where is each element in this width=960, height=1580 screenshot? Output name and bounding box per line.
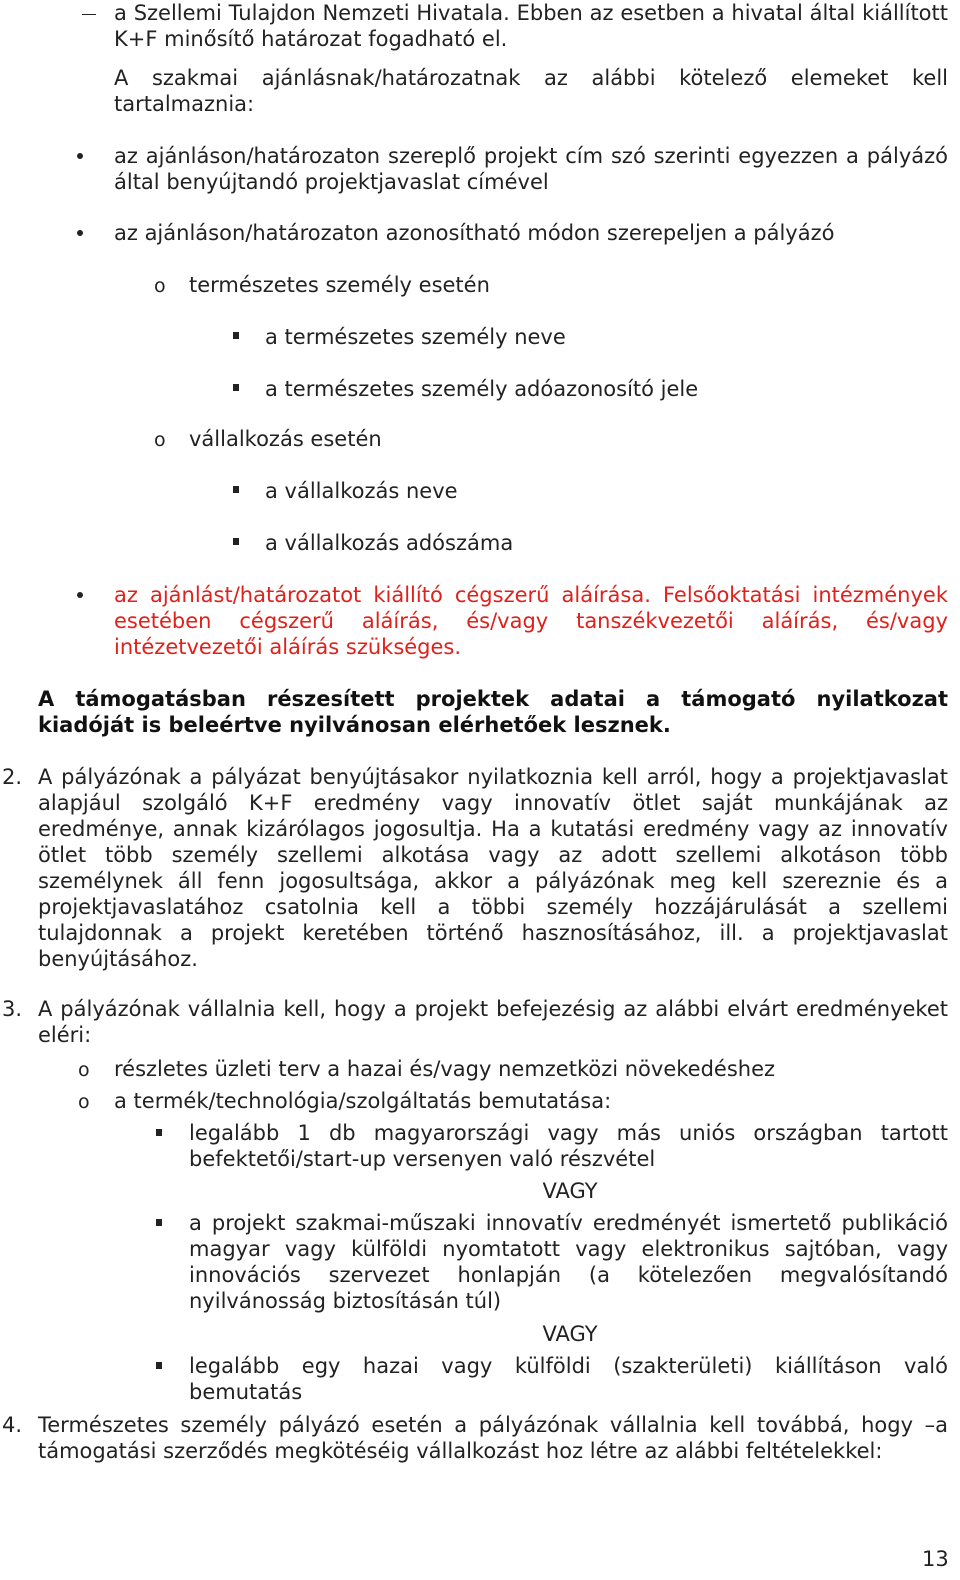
sub-natural-person: természetes személy esetén bbox=[189, 273, 490, 297]
item-4-number: 4. bbox=[2, 1413, 23, 1437]
item-3-exhibition: legalább egy hazai vagy külföldi (szakterületi) kiállításon való bemutatás bbox=[189, 1354, 948, 1404]
item-3-presentation: a termék/technológia/szolgáltatás bemutatása: bbox=[114, 1089, 612, 1113]
circle-marker: o bbox=[78, 1059, 90, 1081]
square-marker bbox=[233, 538, 239, 545]
page-number: 13 bbox=[922, 1547, 949, 1571]
bullet-applicant-id: az ajánláson/határozaton azonosítható módon szerepeljen a pályázó bbox=[114, 221, 835, 245]
circle-marker: o bbox=[154, 429, 166, 451]
item-3-paragraph: A pályázónak vállalnia kell, hogy a projekt befejezésig az alábbi elvárt eredményeket eléri: bbox=[38, 997, 948, 1047]
square-marker bbox=[233, 384, 239, 391]
circle-marker: o bbox=[78, 1091, 90, 1113]
bullet-marker bbox=[77, 230, 83, 236]
bullet-signature: az ajánlást/határozatot kiállító cégszerű aláírása. Felsőoktatási intézmények esetében cégszerű aláírás, és/vagy tanszékvezetői aláírás, és/vagy intézetvezetői aláírás szükséges. bbox=[114, 583, 948, 659]
square-marker bbox=[156, 1362, 162, 1369]
bold-notice: A támogatásban részesített projektek adatai a támogató nyilatkozat kiadóját is beleértve nyilvánosan elérhetőek lesznek. bbox=[38, 687, 948, 737]
square-marker bbox=[233, 486, 239, 493]
item-4-paragraph: Természetes személy pályázó esetén a pályázónak vállalnia kell továbbá, hogy –a támogatási szerződés megkötéséig vállalkozást hoz létre az alábbi feltételekkel: bbox=[38, 1413, 948, 1463]
item-3-competition: legalább 1 db magyarországi vagy más uniós országban tartott befektetői/start-up versenyen való részvétel bbox=[189, 1121, 948, 1171]
sub-company-name: a vállalkozás neve bbox=[265, 479, 458, 503]
dash-marker bbox=[82, 14, 96, 15]
item-2-number: 2. bbox=[2, 765, 23, 789]
bullet-project-title: az ajánláson/határozaton szereplő projekt cím szó szerinti egyezzen a pályázó által benyújtandó projektjavaslat címével bbox=[114, 144, 948, 194]
circle-marker: o bbox=[154, 275, 166, 297]
square-marker bbox=[156, 1219, 162, 1226]
square-marker bbox=[233, 332, 239, 339]
bullet-marker bbox=[77, 592, 83, 598]
item-3-business-plan: részletes üzleti terv a hazai és/vagy nemzetközi növekedéshez bbox=[114, 1057, 776, 1081]
item-3-number: 3. bbox=[2, 997, 23, 1021]
or-separator-2: VAGY bbox=[542, 1322, 598, 1346]
sub-natural-person-name: a természetes személy neve bbox=[265, 325, 566, 349]
item-2-paragraph: A pályázónak a pályázat benyújtásakor nyilatkoznia kell arról, hogy a projektjavaslat alapjául szolgáló K+F eredmény vagy innovatív ötlet saját munkájának az eredménye, annak kizárólagos jogosultja. Ha a kutatási eredmény vagy az innovatív ötlet több személy szellemi alkotása vagy az adott szellemi alkotáson több személynek áll fenn jogosultsága, akkor a pályázónak meg kell szereznie és a projektjavaslatához csatolnia kell a többi személy hozzájárulását a szellemi tulajdonnak a projekt keretében történő hasznosításához, ill. a projektjavaslat benyújtásához. bbox=[38, 765, 948, 971]
sub-natural-person-tax-id: a természetes személy adóazonosító jele bbox=[265, 377, 699, 401]
bullet-marker bbox=[77, 153, 83, 159]
sub-company: vállalkozás esetén bbox=[189, 427, 382, 451]
square-marker bbox=[156, 1129, 162, 1136]
intro-paragraph: A szakmai ajánlásnak/határozatnak az alábbi kötelező elemeket kell tartalmaznia: bbox=[114, 66, 948, 116]
dash-item: a Szellemi Tulajdon Nemzeti Hivatala. Ebben az esetben a hivatal által kiállított K+F minősítő határozat fogadható el. bbox=[114, 1, 948, 51]
item-3-publication: a projekt szakmai-műszaki innovatív eredményét ismertető publikáció magyar vagy külföldi nyomtatott vagy elektronikus sajtóban, vagy innovációs szervezet honlapján (a kötelezően megvalósítandó nyilvánosság biztosításán túl) bbox=[189, 1211, 948, 1313]
or-separator-1: VAGY bbox=[542, 1179, 598, 1203]
sub-company-tax-number: a vállalkozás adószáma bbox=[265, 531, 514, 555]
